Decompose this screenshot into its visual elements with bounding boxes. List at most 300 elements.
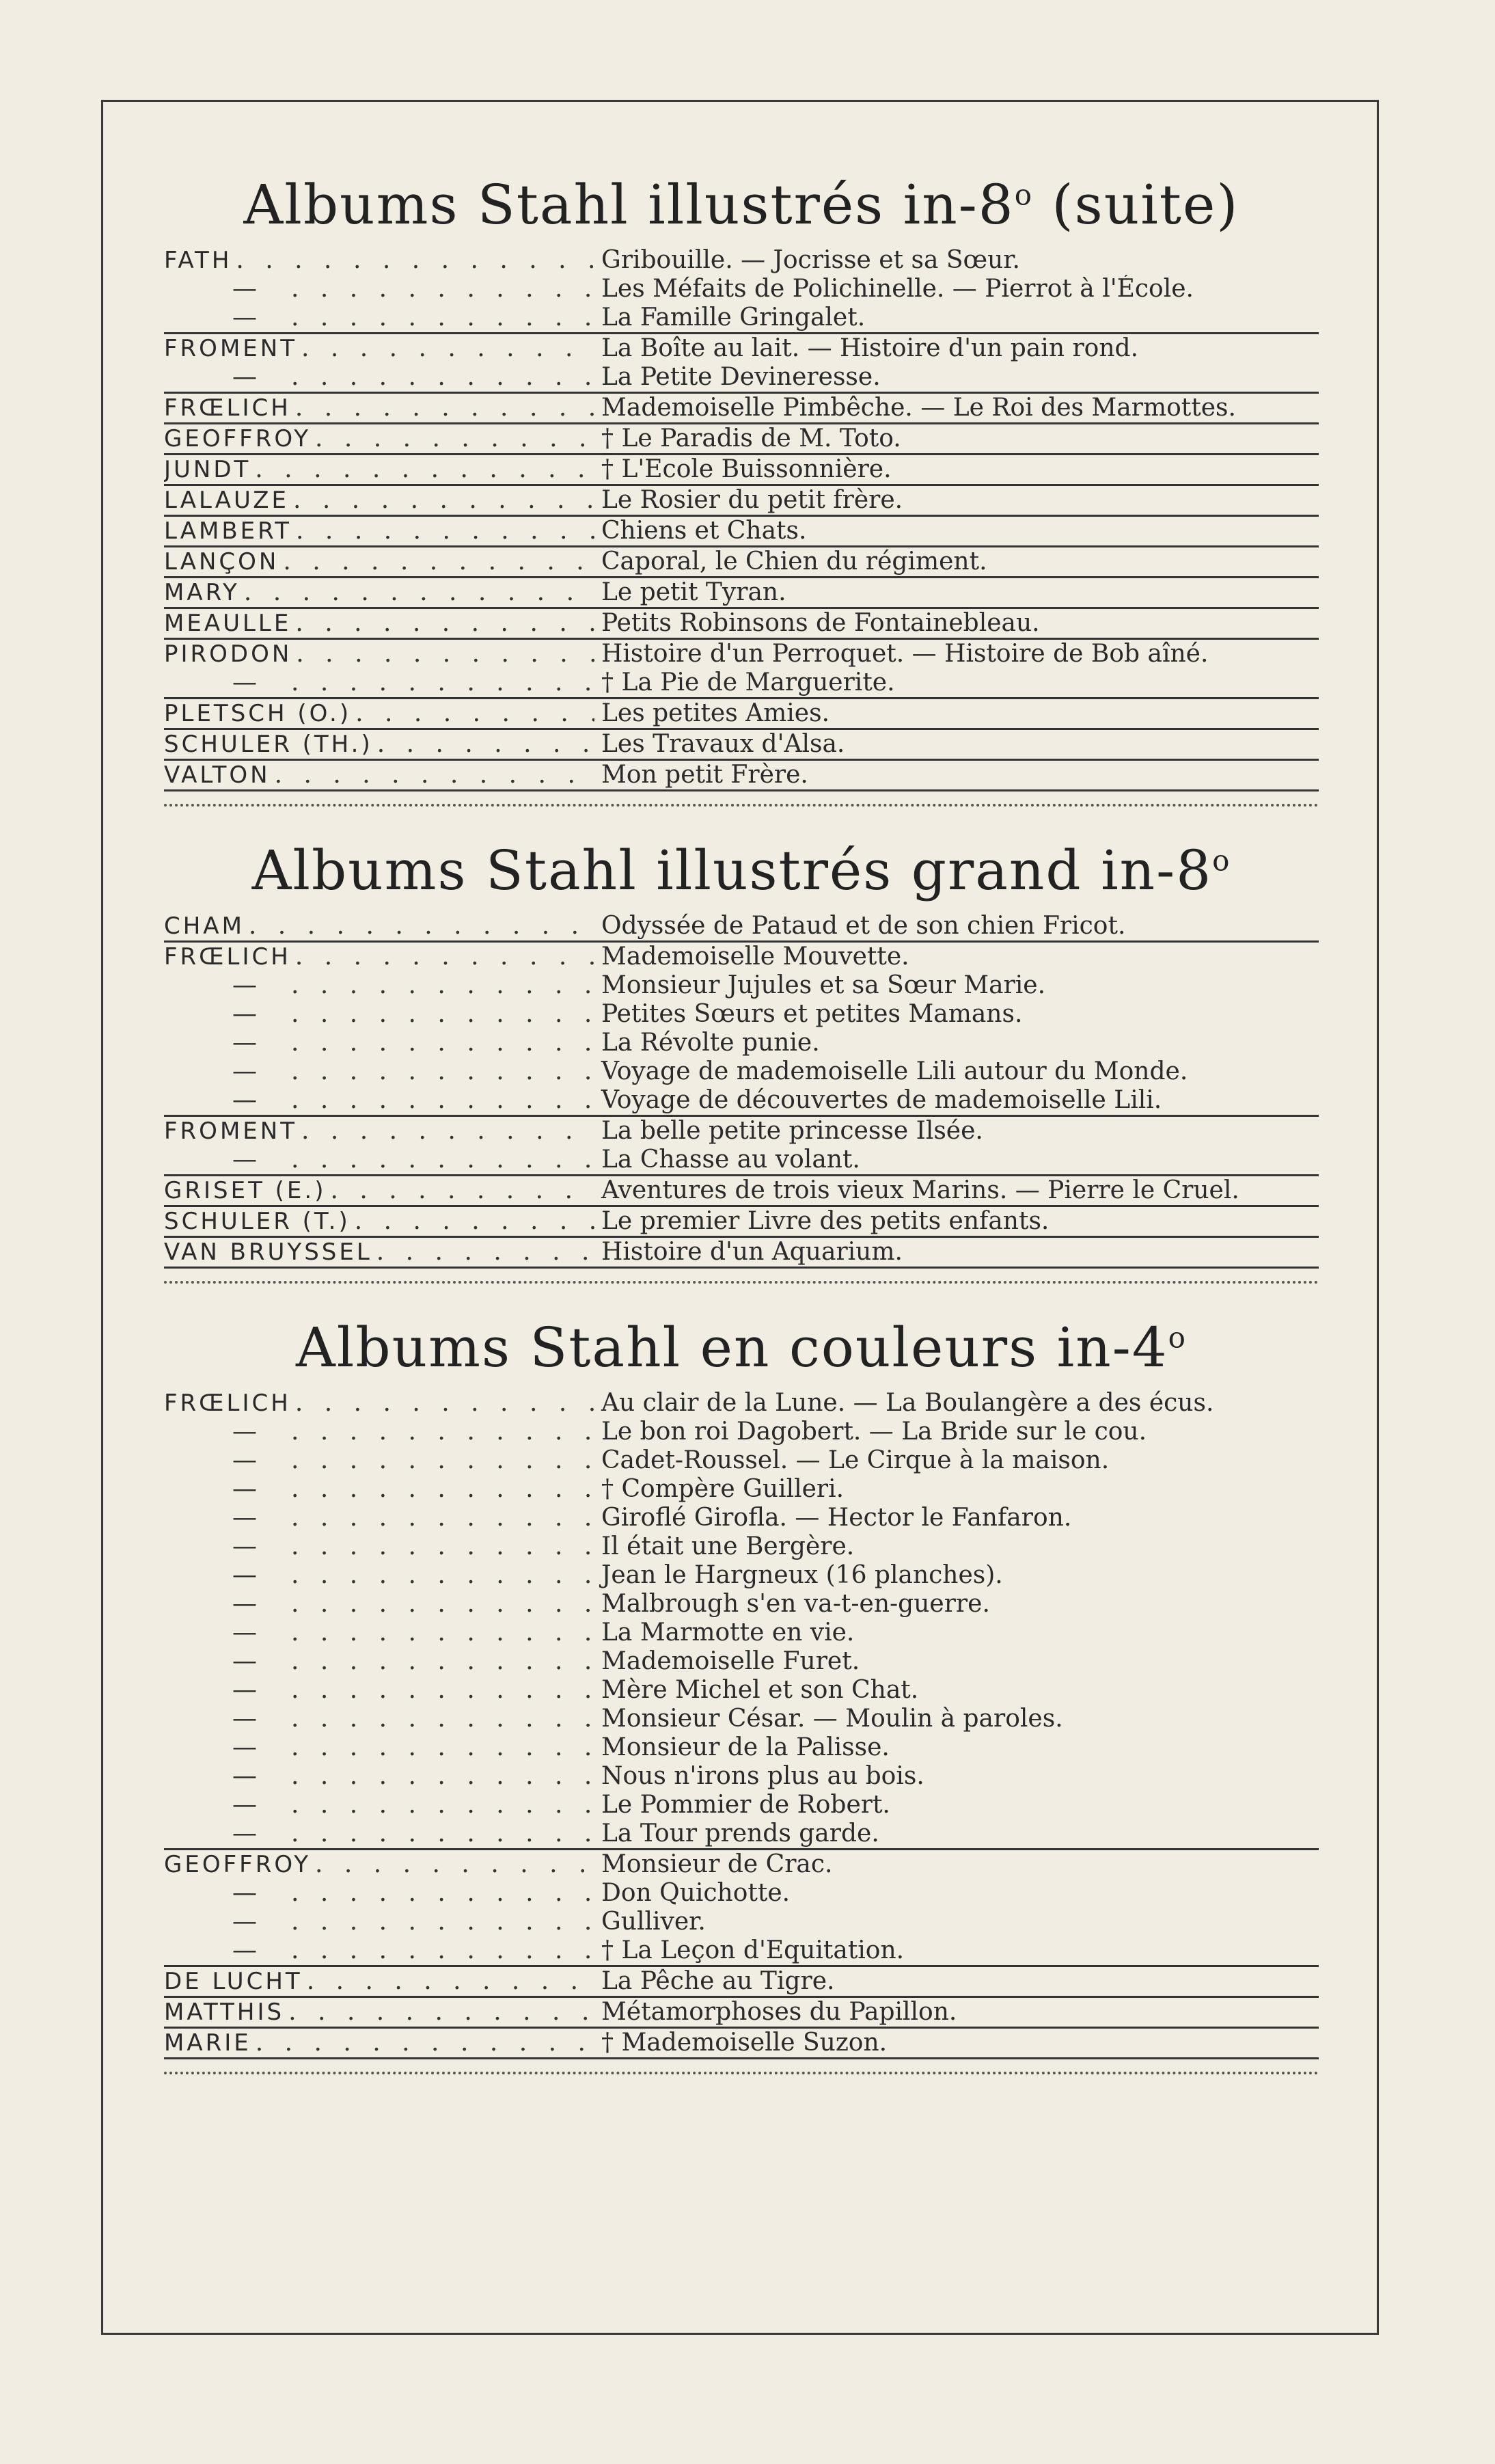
catalog-entry — [164, 1057, 1319, 1086]
album-title: Gribouille. — Jocrisse et sa Sœur. — [601, 246, 1020, 274]
author-group — [164, 517, 1319, 547]
ditto-dash: — — [232, 1908, 257, 1936]
catalog-entry — [164, 1418, 1319, 1446]
author-group — [164, 246, 1319, 334]
catalog-entry — [164, 517, 1319, 545]
leader-dots — [244, 578, 594, 607]
leader-dots — [295, 394, 594, 422]
leader-dots — [330, 1176, 594, 1205]
leader-dots — [291, 1561, 594, 1590]
leader-dots — [291, 1146, 594, 1174]
catalog-entry — [164, 1146, 1319, 1174]
catalog-entry — [164, 971, 1319, 1000]
leader-dots — [291, 1619, 594, 1647]
entry-leader — [164, 275, 594, 303]
catalog-entry — [164, 640, 1319, 668]
author-group — [164, 1998, 1319, 2029]
entry-leader — [164, 1936, 594, 1965]
album-title: Au clair de la Lune. — La Boulangère a des écus. — [601, 1389, 1214, 1417]
ditto-dash: — — [232, 1418, 257, 1446]
ditto-dash: — — [232, 1879, 257, 1907]
author-name: DE LUCHT — [164, 1968, 303, 1995]
entry-leader — [164, 334, 594, 363]
ditto-dash: — — [232, 1647, 257, 1675]
catalog-entry — [164, 1590, 1319, 1619]
entry-leader — [164, 547, 594, 576]
album-title: La Pêche au Tigre. — [601, 1967, 835, 1995]
author-name: LANÇON — [164, 548, 279, 576]
entry-leader — [164, 609, 594, 638]
ditto-dash: — — [232, 303, 257, 331]
entry-leader — [164, 1504, 594, 1532]
author-name: PLETSCH (O.) — [164, 700, 352, 727]
album-title: Mademoiselle Furet. — [601, 1647, 860, 1675]
author-group — [164, 334, 1319, 394]
catalog-entry — [164, 1000, 1319, 1029]
catalog-entry — [164, 334, 1319, 363]
author-name: FRŒLICH — [164, 943, 291, 971]
ditto-dash: — — [232, 971, 257, 999]
catalog-entry — [164, 394, 1319, 422]
author-name: JUNDT — [164, 456, 251, 483]
author-group — [164, 578, 1319, 609]
catalog-entry — [164, 1705, 1319, 1733]
leader-dots — [295, 1389, 594, 1418]
leader-dots — [291, 1762, 594, 1791]
album-title: Les Méfaits de Polichinelle. — Pierrot à l'École. — [601, 275, 1194, 303]
catalog-entry — [164, 1029, 1319, 1057]
ditto-dash: — — [232, 1819, 257, 1847]
catalog-entry — [164, 486, 1319, 515]
catalog-entry — [164, 547, 1319, 576]
author-group — [164, 1207, 1319, 1238]
album-title: La Petite Devineresse. — [601, 363, 881, 391]
author-name: FRŒLICH — [164, 394, 291, 422]
album-title: Chiens et Chats. — [601, 517, 807, 545]
album-title: Les Travaux d'Alsa. — [601, 730, 845, 758]
author-name: MARY — [164, 579, 240, 606]
catalog-entry — [164, 1676, 1319, 1705]
author-group — [164, 609, 1319, 640]
ditto-dash: — — [232, 668, 257, 696]
album-title: † Mademoiselle Suzon. — [601, 2029, 888, 2057]
album-title: Mademoiselle Mouvette. — [601, 943, 909, 971]
author-name: FROMENT — [164, 335, 297, 362]
album-title: Jean le Hargneux (16 planches). — [601, 1561, 1003, 1589]
ditto-dash: — — [232, 1561, 257, 1589]
leader-dots — [296, 640, 594, 668]
album-title: Gulliver. — [601, 1908, 706, 1936]
leader-dots — [291, 1936, 594, 1965]
leader-dots — [291, 1590, 594, 1619]
album-title: La Boîte au lait. — Histoire d'un pain rond. — [601, 334, 1139, 362]
entry-leader — [164, 1207, 594, 1236]
author-group — [164, 699, 1319, 730]
author-group — [164, 761, 1319, 791]
entry-leader — [164, 1475, 594, 1504]
album-title: Histoire d'un Perroquet. — Histoire de Bob aîné. — [601, 640, 1209, 668]
ditto-dash: — — [232, 1791, 257, 1819]
catalog-entry — [164, 730, 1319, 759]
author-name: FRŒLICH — [164, 1390, 291, 1417]
catalog-entry — [164, 609, 1319, 638]
album-title: † Le Paradis de M. Toto. — [601, 424, 901, 452]
author-group — [164, 943, 1319, 1117]
leader-dots — [291, 1647, 594, 1676]
leader-dots — [291, 363, 594, 392]
entry-leader — [164, 1176, 594, 1205]
album-title: Monsieur de la Palisse. — [601, 1733, 890, 1761]
catalog-entry — [164, 1791, 1319, 1819]
ditto-dash: — — [232, 1504, 257, 1532]
entry-leader — [164, 1850, 594, 1879]
section-title-degree: o — [1212, 843, 1231, 878]
entry-leader — [164, 1762, 594, 1791]
entry-leader — [164, 394, 594, 422]
author-group — [164, 486, 1319, 517]
album-title: Le premier Livre des petits enfants. — [601, 1207, 1050, 1235]
catalog-entry — [164, 1998, 1319, 2027]
entry-leader — [164, 1819, 594, 1848]
catalog-entry — [164, 424, 1319, 453]
entry-leader — [164, 1590, 594, 1619]
author-group — [164, 1117, 1319, 1176]
entry-leader — [164, 1418, 594, 1446]
entry-leader — [164, 912, 594, 940]
ditto-dash: — — [232, 1733, 257, 1761]
leader-dots — [315, 1850, 594, 1879]
leader-dots — [355, 699, 594, 728]
album-title: Malbrough s'en va-t-en-guerre. — [601, 1590, 990, 1618]
section-title-degree: o — [1014, 178, 1033, 212]
catalog-entry — [164, 1389, 1319, 1418]
entry-leader — [164, 1733, 594, 1762]
author-name: CHAM — [164, 912, 245, 940]
album-title: Monsieur de Crac. — [601, 1850, 833, 1878]
catalog-section — [164, 164, 1319, 807]
album-title: Aventures de trois vieux Marins. — Pierre le Cruel. — [601, 1176, 1239, 1204]
catalog-entry — [164, 1532, 1319, 1561]
leader-dots — [355, 1207, 594, 1236]
catalog-entry — [164, 761, 1319, 789]
album-title: Petites Sœurs et petites Mamans. — [601, 1000, 1023, 1028]
section-ornament-rule — [164, 2062, 1319, 2074]
author-name: GEOFFROY — [164, 1851, 311, 1878]
ditto-dash: — — [232, 1086, 257, 1114]
entry-leader — [164, 730, 594, 759]
catalog-entry — [164, 1117, 1319, 1146]
author-name: LALAUZE — [164, 487, 290, 514]
catalog-entry — [164, 1733, 1319, 1762]
ditto-dash: — — [232, 1029, 257, 1057]
author-name: SCHULER (TH.) — [164, 731, 373, 758]
leader-dots — [291, 668, 594, 697]
catalog-section — [164, 1307, 1319, 2074]
leader-dots — [291, 275, 594, 303]
catalog-entry — [164, 363, 1319, 392]
author-group — [164, 912, 1319, 943]
entry-leader — [164, 1967, 594, 1996]
leader-dots — [301, 334, 594, 363]
catalog-entry — [164, 455, 1319, 484]
catalog-entry — [164, 1879, 1319, 1908]
entry-leader — [164, 640, 594, 668]
ditto-dash: — — [232, 1936, 257, 1964]
album-title: † Compère Guilleri. — [601, 1475, 845, 1503]
leader-dots — [255, 455, 594, 484]
catalog-entry — [164, 275, 1319, 303]
entry-leader — [164, 1446, 594, 1475]
leader-dots — [291, 1000, 594, 1029]
author-name: FROMENT — [164, 1118, 297, 1145]
leader-dots — [291, 1504, 594, 1532]
catalog-entry — [164, 1446, 1319, 1475]
album-title: Mademoiselle Pimbêche. — Le Roi des Marmottes. — [601, 394, 1236, 422]
album-title: La Famille Gringalet. — [601, 303, 866, 331]
catalog-entry — [164, 303, 1319, 332]
ditto-dash: — — [232, 1619, 257, 1647]
catalog-entry — [164, 1647, 1319, 1676]
album-title: Histoire d'un Aquarium. — [601, 1238, 903, 1266]
catalog-entry — [164, 1619, 1319, 1647]
author-group — [164, 1238, 1319, 1269]
catalog-entry — [164, 2029, 1319, 2057]
catalog-entry — [164, 1967, 1319, 1996]
section-title — [164, 164, 1319, 246]
entry-leader — [164, 1561, 594, 1590]
catalog-entry — [164, 1086, 1319, 1115]
author-group — [164, 730, 1319, 761]
leader-dots — [291, 1705, 594, 1733]
leader-dots — [291, 1791, 594, 1819]
author-group — [164, 640, 1319, 699]
section-title-degree: o — [1168, 1321, 1187, 1355]
leader-dots — [249, 912, 594, 940]
album-title: La Révolte punie. — [601, 1029, 820, 1057]
entry-leader — [164, 2029, 594, 2057]
album-title: Caporal, le Chien du régiment. — [601, 547, 987, 576]
leader-dots — [291, 1733, 594, 1762]
ditto-dash: — — [232, 275, 257, 303]
author-name: VALTON — [164, 761, 271, 789]
author-name: LAMBERT — [164, 517, 292, 545]
album-title: Le bon roi Dagobert. — La Bride sur le cou. — [601, 1418, 1147, 1446]
album-title: Le petit Tyran. — [601, 578, 786, 606]
entry-leader — [164, 1647, 594, 1676]
author-group — [164, 1176, 1319, 1207]
leader-dots — [275, 761, 594, 789]
album-title: Cadet-Roussel. — Le Cirque à la maison. — [601, 1446, 1110, 1474]
entry-leader — [164, 1998, 594, 2027]
leader-dots — [315, 424, 594, 453]
leader-dots — [301, 1117, 594, 1146]
author-group — [164, 1967, 1319, 1998]
leader-dots — [295, 609, 594, 638]
leader-dots — [291, 1446, 594, 1475]
album-title: Le Pommier de Robert. — [601, 1791, 890, 1819]
section-ornament-rule — [164, 1271, 1319, 1284]
leader-dots — [283, 547, 594, 576]
author-name: MARIE — [164, 2029, 251, 2057]
album-title: La Tour prends garde. — [601, 1819, 879, 1847]
ditto-dash: — — [232, 363, 257, 391]
catalog-entry — [164, 912, 1319, 940]
entry-leader — [164, 363, 594, 392]
album-title: Nous n'irons plus au bois. — [601, 1762, 924, 1790]
entry-leader — [164, 1619, 594, 1647]
entry-leader — [164, 578, 594, 607]
author-name: FATH — [164, 247, 232, 274]
album-title: Giroflé Girofla. — Hector le Fanfaron. — [601, 1504, 1072, 1532]
section-title — [164, 1307, 1319, 1389]
album-title: Don Quichotte. — [601, 1879, 791, 1907]
catalog-section — [164, 830, 1319, 1284]
catalog-entry — [164, 1238, 1319, 1267]
entry-leader — [164, 486, 594, 515]
entry-leader — [164, 1532, 594, 1561]
leader-dots — [291, 1029, 594, 1057]
catalog-entry — [164, 1762, 1319, 1791]
leader-dots — [291, 1057, 594, 1086]
author-name: MATTHIS — [164, 1999, 285, 2026]
album-title: † La Leçon d'Equitation. — [601, 1936, 905, 1964]
leader-dots — [236, 246, 594, 275]
catalog-entry — [164, 943, 1319, 971]
leader-dots — [291, 1676, 594, 1705]
catalog-entry — [164, 1504, 1319, 1532]
entry-leader — [164, 1676, 594, 1705]
entry-leader — [164, 761, 594, 789]
author-group — [164, 2029, 1319, 2059]
leader-dots — [291, 1908, 594, 1936]
album-title: La Chasse au volant. — [601, 1146, 860, 1174]
catalog-entry — [164, 1207, 1319, 1236]
album-title: † La Pie de Marguerite. — [601, 668, 895, 696]
author-group — [164, 455, 1319, 486]
author-name: GRISET (E.) — [164, 1177, 327, 1204]
author-group — [164, 424, 1319, 455]
ditto-dash: — — [232, 1705, 257, 1733]
section-ornament-rule — [164, 794, 1319, 807]
album-title: Voyage de mademoiselle Lili autour du Monde. — [601, 1057, 1188, 1085]
ditto-dash: — — [232, 1590, 257, 1618]
author-group — [164, 1850, 1319, 1967]
entry-leader — [164, 1705, 594, 1733]
author-name: MEAULLE — [164, 610, 292, 637]
album-title: Mère Michel et son Chat. — [601, 1676, 919, 1704]
album-title: Petits Robinsons de Fontainebleau. — [601, 609, 1040, 637]
leader-dots — [291, 1086, 594, 1115]
author-name: VAN BRUYSSEL — [164, 1238, 372, 1266]
album-title: Il était une Bergère. — [601, 1532, 855, 1560]
album-title: Odyssée de Pataud et de son chien Fricot. — [601, 912, 1126, 940]
entry-leader — [164, 1086, 594, 1115]
section-title-main: Albums Stahl en couleurs in-4 — [296, 1316, 1168, 1379]
ditto-dash: — — [232, 1762, 257, 1790]
album-title: Monsieur César. — Moulin à paroles. — [601, 1705, 1063, 1733]
entry-leader — [164, 303, 594, 332]
entry-leader — [164, 1117, 594, 1146]
entry-leader — [164, 1389, 594, 1418]
leader-dots — [291, 971, 594, 1000]
entry-leader — [164, 1146, 594, 1174]
entry-leader — [164, 424, 594, 453]
album-title: La Marmotte en vie. — [601, 1619, 855, 1647]
entry-leader — [164, 1029, 594, 1057]
leader-dots — [256, 2029, 594, 2057]
ditto-dash: — — [232, 1000, 257, 1028]
catalog-content — [164, 164, 1319, 2098]
leader-dots — [293, 486, 594, 515]
catalog-entry — [164, 1475, 1319, 1504]
entry-leader — [164, 1057, 594, 1086]
author-name: PIRODON — [164, 640, 292, 668]
author-group — [164, 394, 1319, 424]
entry-leader — [164, 1879, 594, 1908]
leader-dots — [291, 1879, 594, 1908]
catalog-entry — [164, 1176, 1319, 1205]
author-group — [164, 547, 1319, 578]
entry-leader — [164, 246, 594, 275]
catalog-entry — [164, 1561, 1319, 1590]
catalog-entry — [164, 699, 1319, 728]
leader-dots — [291, 1532, 594, 1561]
entry-leader — [164, 517, 594, 545]
section-title-tail: (suite) — [1033, 173, 1239, 236]
entry-leader — [164, 971, 594, 1000]
album-title: † L'Ecole Buissonnière. — [601, 455, 892, 483]
leader-dots — [291, 1418, 594, 1446]
author-name: SCHULER (T.) — [164, 1208, 351, 1235]
section-title-main: Albums Stahl illustrés in-8 — [243, 173, 1015, 236]
leader-dots — [291, 1819, 594, 1848]
section-title-main: Albums Stahl illustrés grand in-8 — [251, 839, 1213, 902]
leader-dots — [307, 1967, 594, 1996]
leader-dots — [296, 517, 594, 545]
ditto-dash: — — [232, 1146, 257, 1174]
entry-leader — [164, 1000, 594, 1029]
album-title: La belle petite princesse Ilsée. — [601, 1117, 983, 1145]
album-title: Le Rosier du petit frère. — [601, 486, 903, 514]
catalog-entry — [164, 1850, 1319, 1879]
entry-leader — [164, 455, 594, 484]
leader-dots — [377, 730, 594, 759]
album-title: Monsieur Jujules et sa Sœur Marie. — [601, 971, 1046, 999]
ditto-dash: — — [232, 1446, 257, 1474]
ditto-dash: — — [232, 1676, 257, 1704]
leader-dots — [291, 303, 594, 332]
catalog-entry — [164, 1908, 1319, 1936]
leader-dots — [376, 1238, 594, 1267]
catalog-entry — [164, 246, 1319, 275]
leader-dots — [295, 943, 594, 971]
leader-dots — [288, 1998, 594, 2027]
author-group — [164, 1389, 1319, 1850]
album-title: Métamorphoses du Papillon. — [601, 1998, 957, 2026]
entry-leader — [164, 699, 594, 728]
catalog-entry — [164, 1819, 1319, 1848]
catalog-entry — [164, 1936, 1319, 1965]
leader-dots — [291, 1475, 594, 1504]
entry-leader — [164, 1791, 594, 1819]
ditto-dash: — — [232, 1475, 257, 1503]
entry-leader — [164, 1238, 594, 1267]
catalog-entry — [164, 578, 1319, 607]
author-name: GEOFFROY — [164, 425, 311, 452]
ditto-dash: — — [232, 1532, 257, 1560]
section-title — [164, 830, 1319, 912]
album-title: Les petites Amies. — [601, 699, 830, 727]
